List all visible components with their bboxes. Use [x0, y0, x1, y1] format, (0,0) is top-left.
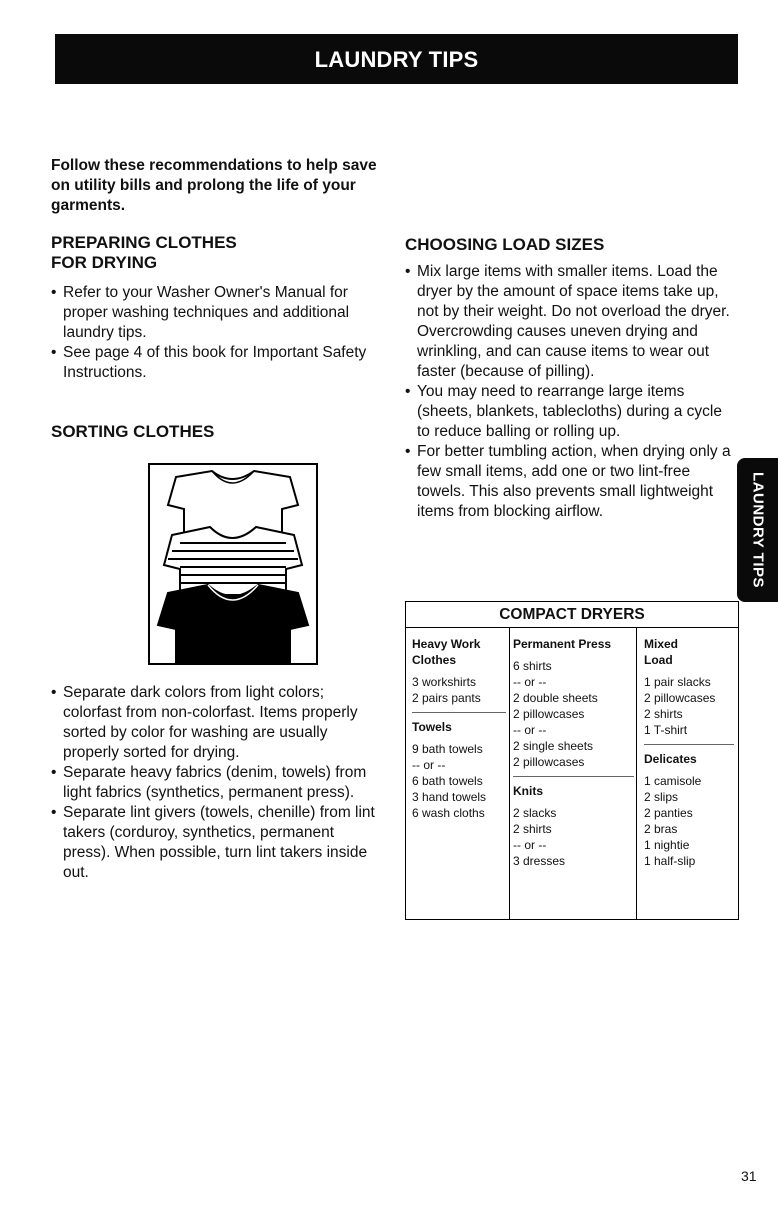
list-item: • Separate dark colors from light colors; colorfast from non-colorfast. Items properly sorted by color for washing are usually properly sorted for drying. — [51, 684, 358, 761]
table-title: COMPACT DRYERS — [406, 602, 738, 628]
list-item: 2 shirts — [644, 707, 683, 721]
choosing-heading: CHOOSING LOAD SIZES — [405, 235, 605, 254]
list-item: 2 slacks — [513, 806, 557, 820]
list-item: -- or -- — [412, 758, 446, 772]
sorting-bullet-1: Separate dark colors from light colors; colorfast from non-colorfast. Items properly sorted by color for washing are usually properly sorted for drying. — [63, 684, 358, 761]
list-item: • Separate heavy fabrics (denim, towels) from light fabrics (synthetics, permanent press). — [51, 764, 367, 801]
page-number: 31 — [741, 1168, 757, 1184]
choosing-list — [405, 262, 735, 522]
list-item: -- or -- — [513, 838, 547, 852]
preparing-bullet-1: Refer to your Washer Owner's Manual for proper washing techniques and additional laundry tips. — [63, 284, 350, 341]
sorting-bullet-3: Separate lint givers (towels, chenille) from lint takers (corduroy, synthetics, permanent press). When possible, turn lint takers inside out. — [63, 804, 375, 881]
mixed-heading-1: Mixed — [644, 637, 679, 651]
list-item: 3 hand towels — [412, 790, 487, 804]
list-item: • Mix large items with smaller items. Load the dryer by the amount of space items take up, not by their weight. Do not overload the dryer. Overcrowding causes uneven drying and wrinkling, and can cause items to wear out faster (because of pilling). — [405, 263, 730, 380]
shirts-drawing — [150, 465, 316, 663]
mixed-load-column — [644, 636, 734, 869]
list-item: 6 bath towels — [412, 774, 483, 788]
section-side-tab — [737, 458, 778, 602]
column-divider — [509, 628, 510, 919]
column-divider — [636, 628, 637, 919]
divider — [513, 776, 634, 777]
mixed-heading-2: Load — [644, 653, 673, 667]
list-item: 1 T-shirt — [644, 723, 688, 737]
list-item: 2 slips — [644, 790, 679, 804]
list-item: • Refer to your Washer Owner's Manual for proper washing techniques and additional laundry tips. — [51, 284, 350, 341]
list-item: 2 panties — [644, 806, 693, 820]
list-item: • Separate lint givers (towels, chenille) from lint takers (corduroy, synthetics, permanent press). When possible, turn lint takers inside out. — [51, 804, 375, 881]
permanent-press-heading: Permanent Press — [513, 637, 612, 651]
list-item: -- or -- — [513, 675, 547, 689]
heavy-work-heading-1: Heavy Work — [412, 637, 481, 651]
delicates-heading: Delicates — [644, 752, 697, 766]
list-item: 1 nightie — [644, 838, 690, 852]
list-item: -- or -- — [513, 723, 547, 737]
preparing-heading-line2: FOR DRYING — [51, 253, 158, 272]
preparing-bullet-2: See page 4 of this book for Important Safety Instructions. — [63, 344, 367, 381]
list-item: • You may need to rearrange large items (sheets, blankets, tablecloths) during a cycle to reduce balling or rolling up. — [405, 383, 722, 440]
choosing-bullet-1: Mix large items with smaller items. Load the dryer by the amount of space items take up, not by their weight. Do not overload the dryer. Overcrowding causes uneven drying and wrinkling, and can cause items to wear out faster (because of pilling). — [417, 263, 730, 380]
list-item: • See page 4 of this book for Important Safety Instructions. — [51, 344, 367, 381]
list-item: 3 dresses — [513, 854, 566, 868]
intro-text: Follow these recommendations to help save on utility bills and prolong the life of your garments. — [51, 157, 377, 214]
list-item: 2 pillowcases — [513, 755, 585, 769]
knits-heading: Knits — [513, 784, 543, 798]
list-item: 3 workshirts — [412, 675, 477, 689]
list-item: 2 double sheets — [513, 691, 598, 705]
list-item: • For better tumbling action, when drying only a few small items, add one or two lint-free towels. This also prevents small lightweight items from blocking airflow. — [405, 443, 731, 520]
towels-heading: Towels — [412, 720, 452, 734]
page-banner: LAUNDRY TIPS — [55, 34, 738, 84]
preparing-list — [51, 283, 386, 383]
list-item: 6 wash cloths — [412, 806, 485, 820]
divider — [412, 712, 506, 713]
list-item: 2 shirts — [513, 822, 552, 836]
list-item: 2 pillowcases — [644, 691, 716, 705]
divider — [644, 744, 734, 745]
list-item: 1 pair slacks — [644, 675, 711, 689]
permanent-press-column — [513, 636, 634, 869]
list-item: 2 pillowcases — [513, 707, 585, 721]
list-item: 2 bras — [644, 822, 678, 836]
sorting-list — [51, 683, 381, 883]
preparing-heading — [51, 233, 381, 273]
list-item: 1 camisole — [644, 774, 702, 788]
side-tab-label: LAUNDRY TIPS — [749, 471, 766, 589]
preparing-heading-line1: PREPARING CLOTHES — [51, 233, 237, 252]
compact-dryers-table — [405, 601, 739, 920]
list-item: 2 single sheets — [513, 739, 594, 753]
sorted-shirts-illustration — [148, 463, 318, 665]
list-item: 6 shirts — [513, 659, 552, 673]
list-item: 1 half-slip — [644, 854, 696, 868]
list-item: 9 bath towels — [412, 742, 483, 756]
heavy-work-heading-2: Clothes — [412, 653, 457, 667]
choosing-bullet-2: You may need to rearrange large items (sheets, blankets, tablecloths) during a cycle to reduce balling or rolling up. — [417, 383, 722, 440]
sorting-heading: SORTING CLOTHES — [51, 422, 215, 441]
choosing-bullet-3: For better tumbling action, when drying only a few small items, add one or two lint-free towels. This also prevents small lightweight items from blocking airflow. — [417, 443, 731, 520]
list-item: 2 pairs pants — [412, 691, 481, 705]
sorting-bullet-2: Separate heavy fabrics (denim, towels) from light fabrics (synthetics, permanent press). — [63, 764, 367, 801]
heavy-work-column — [412, 636, 506, 821]
